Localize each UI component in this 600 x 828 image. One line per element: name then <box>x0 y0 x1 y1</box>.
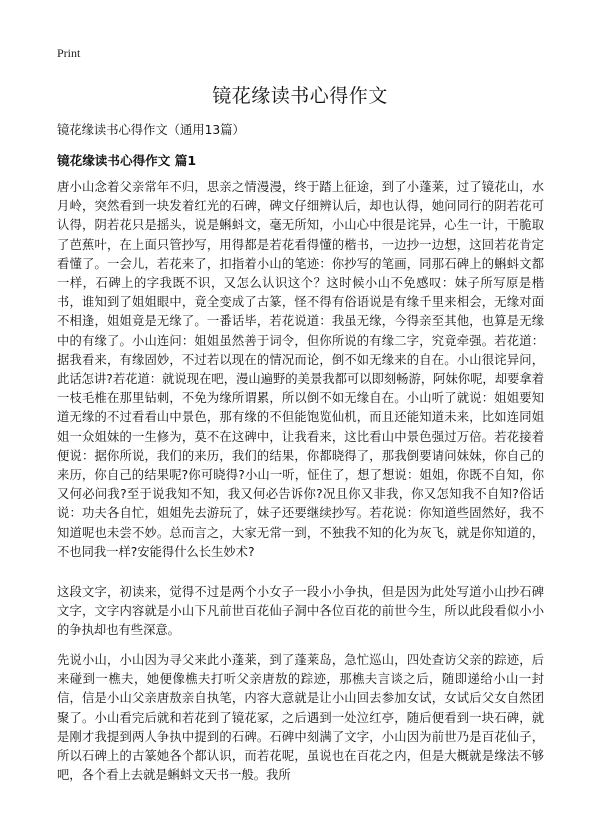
section-heading: 镜花缘读书心得作文 篇1 <box>57 153 197 168</box>
document-subtitle: 镜花缘读书心得作文（通用13篇） <box>57 123 245 137</box>
page-title: 镜花缘读书心得作文 <box>212 85 388 107</box>
print-link[interactable]: Print <box>57 46 81 60</box>
body-paragraph: 唐小山念着父亲常年不归，思亲之情漫漫，终于踏上征途，到了小蓬莱，过了镜花山，水月岭，突然看到一块发着红光的石碑，碑文仔细辨认后，却也认得，她问同行的阴若花可认得，阴若花只是摇头，说是蝌蚪文，毫无所知，小山心中很是诧异，心生一计，干脆取了芭蕉叶，在上面只管抄写，用得都是若花看得懂的楷书，一边抄一边想，这回若花肯定看懂了。一会儿，若花来了，扣指着小山的笔迹：你抄写的笔画，同那石碑上的蝌蚪文都一样，石碑上的字我既不识，又怎么认识这个？这时候小山不免感叹：妹子所写原是楷书，谁知到了姐姐眼中，竟全变成了古篆，怪不得有俗语说是有缘千里来相会，无缘对面不相逢，姐姐竟是无缘了。一番话毕，若花说道：我虽无缘，今得亲至其他，也算是无缘中的有缘了。小山连问：姐姐虽然善于词令，但你所说的有缘二字，究竟牵强。若花道：据我看来，有缘固妙，不过若以现在的情况而论，倒不如无缘来的自在。小山很诧异问，此话怎讲?若花道：就说现在吧，漫山遍野的美景我都可以即刻畅游，阿妹你呢，却要拿着一枝毛椎在那里钻刺，不免为缘所谓累，所以倒不如无缘自在。小山听了就说：姐姐要知道无缘的不过看看山中景色，那有缘的不但能饱览仙机，而且还能知道未来，比如连同姐姐一众姐妹的一生修为，莫不在这碑中，让我看来，这比看山中景色强过万倍。若花接着便说：据你所说，我们的来历，我们的结果，你都晓得了，那我倒要请问妹妹，你自己的来历，你自己的结果呢?你可晓得?小山一听，怔住了，想了想说：姐姐，你既不自知，你又何必问我?至于说我知不知，我又何必告诉你?况且你又非我，你又怎知我不自知?俗话说：功夫各自忙，姐姐先去游玩了，妹子还要继续抄写。若花说：你知道些固然好，我不知道呢也未尝不妙。总而言之，大家无常一到，不独我不知的化为灰飞，就是你知道的，不也同我一样?安能得什么长生妙术? <box>57 180 544 559</box>
body-paragraph: 这段文字，初读来，觉得不过是两个小女子一段小小争执，但是因为此处写道小山抄石碑文字，文字内容就是小山下凡前世百花仙子洞中各位百花的前世今生，所以此段看似小小的争执却也有些深意。 <box>57 585 544 638</box>
body-paragraph: 先说小山，小山因为寻父来此小蓬莱，到了蓬莱岛，急忙巡山，四处查访父亲的踪迹，后来碰到一樵夫，她便像樵夫打听父亲唐敖的踪迹，那樵夫言谈之后，随即递给小山一封信，信是小山父亲唐敖亲自执笔，内容大意就是让小山回去参加女试，女试后父女自然团聚了。小山看完后就和若花到了镜花冢，之后遇到一处泣红亭，随后便看到一块石碑，就是刚才我提到两人争执中提到的石碑。石碑中刻满了文字，小山因为前世乃是百花仙子，所以石碑上的古篆她各个都认识，而若花呢，虽说也在百花之内，但是大概就是缘法不够吧，各个看上去就是蝌蚪文天书一般。我所 <box>57 653 544 783</box>
